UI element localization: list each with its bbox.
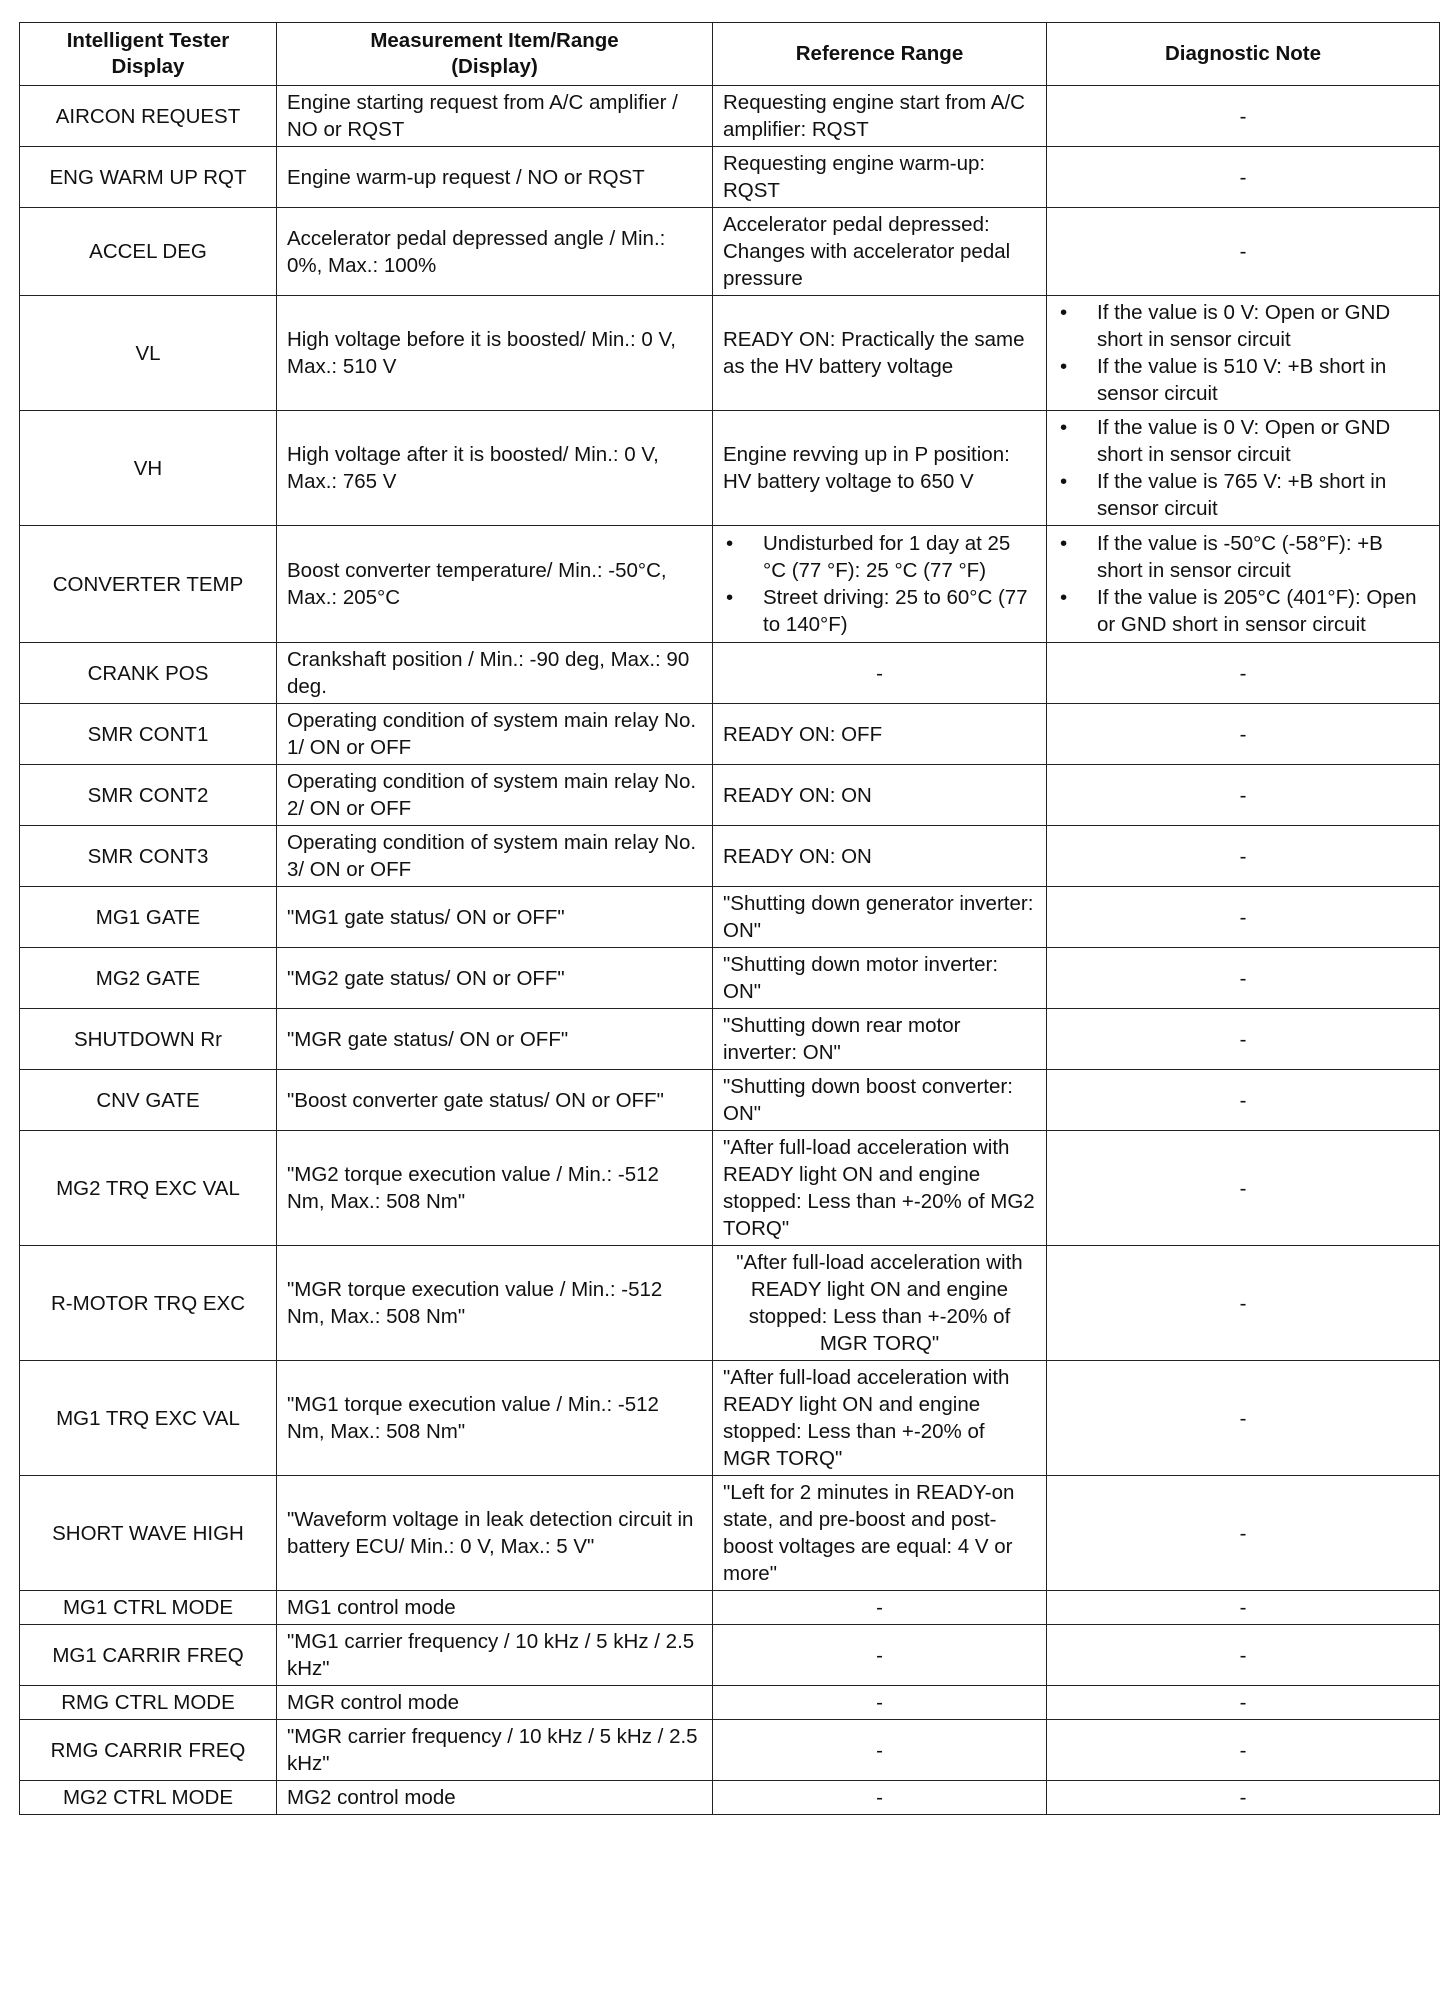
tester-display-cell: R-MOTOR TRQ EXC (20, 1246, 277, 1361)
diagnostic-note-cell (1047, 296, 1440, 411)
table-row (20, 147, 1440, 208)
tester-display-cell: SHORT WAVE HIGH (20, 1476, 277, 1591)
table-body (20, 86, 1440, 1815)
tester-display-cell: MG2 GATE (20, 948, 277, 1009)
tester-display-cell: SMR CONT1 (20, 704, 277, 765)
tester-display-cell: RMG CTRL MODE (20, 1686, 277, 1720)
reference-range-cell: - (713, 1781, 1047, 1815)
tester-display-cell: ACCEL DEG (20, 208, 277, 296)
tester-display-cell: MG2 CTRL MODE (20, 1781, 277, 1815)
diagnostic-note-cell: - (1047, 826, 1440, 887)
table-row (20, 1720, 1440, 1781)
reference-range-cell: "Shutting down boost converter: ON" (713, 1070, 1047, 1131)
tester-display-cell: MG1 GATE (20, 887, 277, 948)
reference-range-cell: Requesting engine start from A/C amplifier: RQST (713, 86, 1047, 147)
diagnostic-note-cell: - (1047, 887, 1440, 948)
diagnostic-note-bullet-item: • If the value is 510 V: +B short in sensor circuit (1097, 353, 1429, 407)
diagnostic-note-cell: - (1047, 1070, 1440, 1131)
table-row (20, 1070, 1440, 1131)
measurement-cell: Engine warm-up request / NO or RQST (277, 147, 713, 208)
measurement-cell: "MG1 gate status/ ON or OFF" (277, 887, 713, 948)
document-page (19, 22, 1439, 1815)
measurement-cell: "Boost converter gate status/ ON or OFF" (277, 1070, 713, 1131)
reference-range-cell: Engine revving up in P position: HV battery voltage to 650 V (713, 411, 1047, 526)
diagnostic-note-cell: - (1047, 704, 1440, 765)
reference-range-cell: "Shutting down generator inverter: ON" (713, 887, 1047, 948)
measurement-cell: Operating condition of system main relay No. 2/ ON or OFF (277, 765, 713, 826)
measurement-cell: "MG2 gate status/ ON or OFF" (277, 948, 713, 1009)
tester-display-cell: MG1 TRQ EXC VAL (20, 1361, 277, 1476)
tester-display-cell: MG1 CTRL MODE (20, 1591, 277, 1625)
table-row (20, 208, 1440, 296)
reference-range-cell: - (713, 1720, 1047, 1781)
reference-range-cell: "Left for 2 minutes in READY-on state, and pre-boost and post-boost voltages are equal: 4 V or more" (713, 1476, 1047, 1591)
diagnostic-note-bullet-list (1057, 414, 1429, 522)
table-row (20, 765, 1440, 826)
table-row (20, 1131, 1440, 1246)
reference-range-cell: Requesting engine warm-up: RQST (713, 147, 1047, 208)
reference-range-cell: - (713, 643, 1047, 704)
diagnostic-note-cell: - (1047, 1361, 1440, 1476)
measurement-cell: MG1 control mode (277, 1591, 713, 1625)
table-row (20, 1246, 1440, 1361)
tester-display-cell: SMR CONT3 (20, 826, 277, 887)
measurement-cell: Boost converter temperature/ Min.: -50°C, Max.: 205°C (277, 526, 713, 643)
tester-display-cell: SMR CONT2 (20, 765, 277, 826)
measurement-cell: Engine starting request from A/C amplifier / NO or RQST (277, 86, 713, 147)
tester-display-cell: CRANK POS (20, 643, 277, 704)
header-row (20, 23, 1440, 86)
diagnostic-note-cell: - (1047, 1246, 1440, 1361)
measurement-cell: "MG1 carrier frequency / 10 kHz / 5 kHz / 2.5 kHz" (277, 1625, 713, 1686)
diagnostic-note-cell: - (1047, 643, 1440, 704)
reference-range-cell: "After full-load acceleration with READY light ON and engine stopped: Less than +-20% of MG2 TORQ" (713, 1131, 1047, 1246)
diagnostic-note-cell: - (1047, 1720, 1440, 1781)
reference-range-cell (713, 526, 1047, 643)
table-row (20, 1591, 1440, 1625)
tester-display-cell: MG2 TRQ EXC VAL (20, 1131, 277, 1246)
measurement-cell: High voltage before it is boosted/ Min.: 0 V, Max.: 510 V (277, 296, 713, 411)
tester-display-cell: RMG CARRIR FREQ (20, 1720, 277, 1781)
diagnostic-note-cell: - (1047, 1625, 1440, 1686)
reference-bullet-item: • Undisturbed for 1 day at 25 °C (77 °F): 25 °C (77 °F) (763, 530, 1036, 584)
measurement-cell: Operating condition of system main relay No. 3/ ON or OFF (277, 826, 713, 887)
diagnostic-note-cell: - (1047, 86, 1440, 147)
data-list-table (19, 22, 1440, 1815)
reference-range-cell: "Shutting down motor inverter: ON" (713, 948, 1047, 1009)
measurement-cell: High voltage after it is boosted/ Min.: 0 V, Max.: 765 V (277, 411, 713, 526)
tester-display-cell: CNV GATE (20, 1070, 277, 1131)
tester-display-cell: ENG WARM UP RQT (20, 147, 277, 208)
table-row (20, 1361, 1440, 1476)
reference-range-cell: - (713, 1686, 1047, 1720)
table-row (20, 826, 1440, 887)
table-row (20, 411, 1440, 526)
reference-range-cell: READY ON: ON (713, 826, 1047, 887)
table-row (20, 948, 1440, 1009)
measurement-cell: Operating condition of system main relay No. 1/ ON or OFF (277, 704, 713, 765)
diagnostic-note-cell: - (1047, 147, 1440, 208)
measurement-cell: "MGR gate status/ ON or OFF" (277, 1009, 713, 1070)
diagnostic-note-bullet-item: • If the value is 205°C (401°F): Open or GND short in sensor circuit (1097, 584, 1429, 638)
diagnostic-note-cell: - (1047, 1686, 1440, 1720)
diagnostic-note-cell: - (1047, 948, 1440, 1009)
reference-range-cell: READY ON: OFF (713, 704, 1047, 765)
table-row (20, 1781, 1440, 1815)
reference-range-cell: READY ON: ON (713, 765, 1047, 826)
tester-display-cell: VH (20, 411, 277, 526)
reference-range-cell: READY ON: Practically the same as the HV battery voltage (713, 296, 1047, 411)
table-row (20, 1009, 1440, 1070)
diagnostic-note-cell (1047, 526, 1440, 643)
table-row (20, 887, 1440, 948)
diagnostic-note-bullet-item: • If the value is -50°C (-58°F): +B short in sensor circuit (1097, 530, 1429, 584)
diagnostic-note-cell: - (1047, 1009, 1440, 1070)
diagnostic-note-cell: - (1047, 1131, 1440, 1246)
measurement-cell: Accelerator pedal depressed angle / Min.: 0%, Max.: 100% (277, 208, 713, 296)
reference-range-cell: "After full-load acceleration with READY light ON and engine stopped: Less than +-20% of MGR TORQ" (713, 1246, 1047, 1361)
reference-range-cell: "Shutting down rear motor inverter: ON" (713, 1009, 1047, 1070)
table-row (20, 643, 1440, 704)
table-row (20, 1476, 1440, 1591)
measurement-cell: MG2 control mode (277, 1781, 713, 1815)
table-row (20, 704, 1440, 765)
reference-range-cell: "After full-load acceleration with READY light ON and engine stopped: Less than +-20% of MGR TORQ" (713, 1361, 1047, 1476)
tester-display-cell: SHUTDOWN Rr (20, 1009, 277, 1070)
diagnostic-note-bullet-list (1057, 299, 1429, 407)
measurement-cell: "MG1 torque execution value / Min.: -512 Nm, Max.: 508 Nm" (277, 1361, 713, 1476)
diagnostic-note-cell: - (1047, 1781, 1440, 1815)
header-diagnostic-note: Diagnostic Note (1047, 23, 1440, 86)
header-measurement-item: Measurement Item/Range (Display) (277, 23, 713, 86)
diagnostic-note-bullet-list (1057, 530, 1429, 638)
diagnostic-note-cell: - (1047, 765, 1440, 826)
header-tester-display: Intelligent Tester Display (20, 23, 277, 86)
diagnostic-note-cell (1047, 411, 1440, 526)
header-reference-range: Reference Range (713, 23, 1047, 86)
diagnostic-note-bullet-item: • If the value is 765 V: +B short in sensor circuit (1097, 468, 1429, 522)
reference-range-cell: - (713, 1625, 1047, 1686)
diagnostic-note-bullet-item: • If the value is 0 V: Open or GND short in sensor circuit (1097, 414, 1429, 468)
table-row (20, 526, 1440, 643)
table-row (20, 1625, 1440, 1686)
measurement-cell: Crankshaft position / Min.: -90 deg, Max.: 90 deg. (277, 643, 713, 704)
measurement-cell: "Waveform voltage in leak detection circuit in battery ECU/ Min.: 0 V, Max.: 5 V" (277, 1476, 713, 1591)
table-row (20, 296, 1440, 411)
measurement-cell: "MG2 torque execution value / Min.: -512 Nm, Max.: 508 Nm" (277, 1131, 713, 1246)
tester-display-cell: AIRCON REQUEST (20, 86, 277, 147)
tester-display-cell: MG1 CARRIR FREQ (20, 1625, 277, 1686)
reference-range-cell: Accelerator pedal depressed: Changes with accelerator pedal pressure (713, 208, 1047, 296)
reference-bullet-list (723, 530, 1036, 638)
diagnostic-note-cell: - (1047, 208, 1440, 296)
tester-display-cell: CONVERTER TEMP (20, 526, 277, 643)
table-row (20, 86, 1440, 147)
reference-bullet-item: • Street driving: 25 to 60°C (77 to 140°F) (763, 584, 1036, 638)
diagnostic-note-cell: - (1047, 1591, 1440, 1625)
tester-display-cell: VL (20, 296, 277, 411)
diagnostic-note-bullet-item: • If the value is 0 V: Open or GND short in sensor circuit (1097, 299, 1429, 353)
table-row (20, 1686, 1440, 1720)
measurement-cell: MGR control mode (277, 1686, 713, 1720)
reference-range-cell: - (713, 1591, 1047, 1625)
diagnostic-note-cell: - (1047, 1476, 1440, 1591)
measurement-cell: "MGR carrier frequency / 10 kHz / 5 kHz / 2.5 kHz" (277, 1720, 713, 1781)
measurement-cell: "MGR torque execution value / Min.: -512 Nm, Max.: 508 Nm" (277, 1246, 713, 1361)
